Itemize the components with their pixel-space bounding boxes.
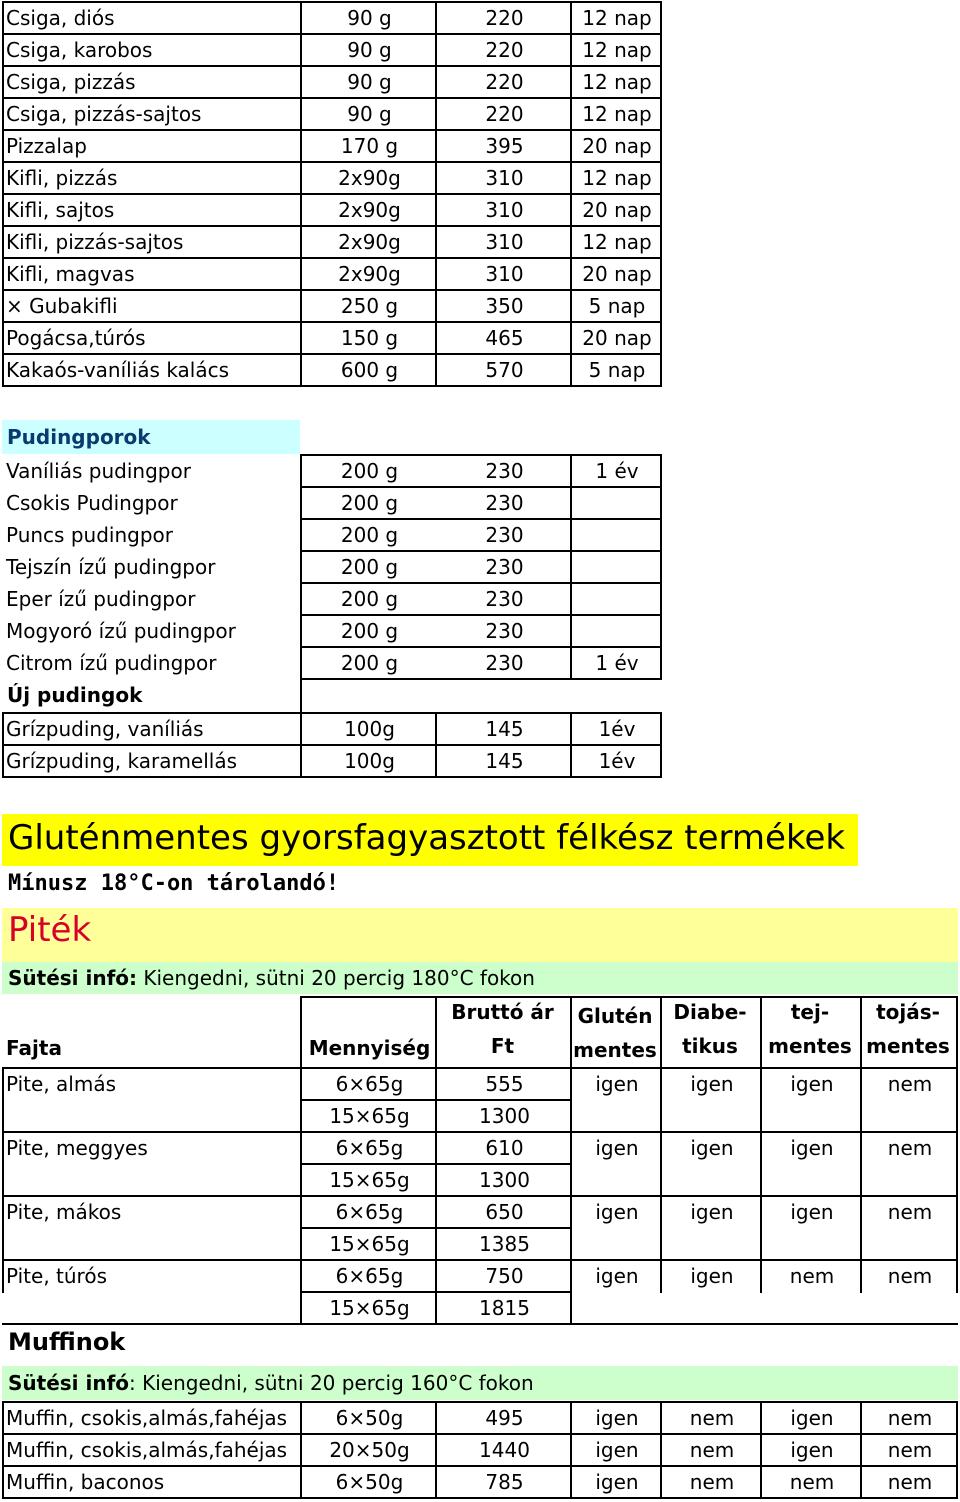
header-diab-1: Diabe- xyxy=(673,1000,747,1024)
table-row xyxy=(2,34,662,66)
product-quantity: 15×65g xyxy=(329,1232,410,1256)
shelf-life xyxy=(572,583,662,615)
dairy-free-value: igen xyxy=(790,1406,834,1430)
diabetic-value xyxy=(662,1292,762,1324)
h-rule xyxy=(2,1323,958,1325)
product-name: Mogyoró ízű pudingpor xyxy=(6,619,236,643)
product-name xyxy=(6,1228,302,1260)
h-rule xyxy=(2,321,662,323)
v-rule xyxy=(660,712,662,778)
v-rule xyxy=(570,996,572,1068)
v-rule xyxy=(300,679,302,713)
table-row xyxy=(2,1164,958,1196)
v-rule xyxy=(2,1067,4,1293)
h-rule xyxy=(2,129,662,131)
product-price: 230 xyxy=(485,459,524,483)
v-rule xyxy=(760,996,762,1068)
product-price: 230 xyxy=(485,651,524,675)
v-rule xyxy=(860,1067,862,1293)
product-price: 230 xyxy=(485,555,524,579)
product-quantity: 200 g xyxy=(340,459,399,483)
egg-free-value xyxy=(862,1164,958,1196)
shelf-life: 12 nap xyxy=(582,102,652,126)
shelf-life: 20 nap xyxy=(582,262,652,286)
product-quantity: 2x90g xyxy=(338,198,401,222)
v-rule xyxy=(300,454,302,680)
product-name: Csiga, pizzás xyxy=(6,70,136,94)
h-rule xyxy=(2,289,662,291)
muffin-heading: Muffinok xyxy=(8,1328,126,1356)
table-row xyxy=(2,1260,958,1292)
v-rule xyxy=(570,1,572,387)
product-price: 1440 xyxy=(479,1438,530,1462)
product-price: 310 xyxy=(485,230,524,254)
table-row xyxy=(2,162,662,194)
product-price: 220 xyxy=(485,6,524,30)
dairy-free-value: igen xyxy=(790,1438,834,1462)
table-row xyxy=(2,551,662,583)
h-rule xyxy=(2,1259,958,1261)
product-name xyxy=(6,1164,302,1196)
gluten-free-value: igen xyxy=(595,1470,639,1494)
h-rule xyxy=(300,518,660,520)
product-quantity: 150 g xyxy=(340,326,399,350)
header-fajta: Fajta xyxy=(6,1036,62,1060)
table-row xyxy=(2,66,662,98)
h-rule xyxy=(2,1,662,3)
header-tej-2: mentes xyxy=(768,1034,852,1058)
egg-free-value: nem xyxy=(887,1264,933,1288)
table-row xyxy=(2,745,662,777)
v-rule xyxy=(956,996,958,1068)
table-row xyxy=(2,130,662,162)
product-name: × Gubakifli xyxy=(6,294,118,318)
egg-free-value: nem xyxy=(887,1470,933,1494)
product-name: Kifli, pizzás-sajtos xyxy=(6,230,184,254)
h-rule xyxy=(2,712,660,714)
header-tej-1: tej- xyxy=(790,1000,830,1024)
gluten-free-value: igen xyxy=(595,1406,639,1430)
product-quantity: 6×65g xyxy=(335,1200,404,1224)
egg-free-value: nem xyxy=(887,1136,933,1160)
shelf-life: 5 nap xyxy=(588,294,646,318)
product-price: 555 xyxy=(485,1072,524,1096)
gluten-free-value: igen xyxy=(595,1438,639,1462)
table-row xyxy=(2,354,662,386)
product-price: 220 xyxy=(485,70,524,94)
shelf-life: 12 nap xyxy=(582,6,652,30)
table-row xyxy=(2,194,662,226)
h-rule xyxy=(2,1131,958,1133)
dairy-free-value xyxy=(762,1228,862,1260)
product-quantity: 200 g xyxy=(340,651,399,675)
h-rule xyxy=(2,1497,958,1499)
table-row xyxy=(2,290,662,322)
egg-free-value xyxy=(862,1292,958,1324)
product-price: 220 xyxy=(485,102,524,126)
product-name: Muffin, csokis,almás,fahéjas xyxy=(6,1406,288,1430)
header-gluten-1: Glutén xyxy=(577,1004,653,1028)
product-price: 785 xyxy=(485,1470,524,1494)
v-rule xyxy=(435,996,437,1068)
v-rule xyxy=(435,1401,437,1499)
table-row xyxy=(2,1068,958,1100)
product-name: Citrom ízű pudingpor xyxy=(6,651,217,675)
product-quantity: 90 g xyxy=(347,70,392,94)
diabetic-value: igen xyxy=(690,1136,734,1160)
h-rule xyxy=(2,1465,958,1467)
product-name: Pite, túrós xyxy=(6,1264,107,1288)
product-quantity: 200 g xyxy=(340,619,399,643)
dairy-free-value xyxy=(762,1164,862,1196)
v-rule xyxy=(660,996,662,1068)
product-price: 495 xyxy=(485,1406,524,1430)
dairy-free-value: nem xyxy=(789,1264,835,1288)
table-row xyxy=(2,1132,958,1164)
shelf-life: 12 nap xyxy=(582,38,652,62)
pitek-heading-band xyxy=(2,908,958,962)
pitek-info-text: Kiengedni, sütni 20 percig 180°C fokon xyxy=(137,966,535,990)
product-quantity: 2x90g xyxy=(338,262,401,286)
v-rule xyxy=(435,1067,437,1325)
v-rule xyxy=(660,1401,662,1499)
shelf-life: 1év xyxy=(598,749,636,773)
header-brutto-1: Bruttó ár xyxy=(451,1000,554,1024)
product-price: 750 xyxy=(485,1264,524,1288)
v-rule xyxy=(956,1401,958,1499)
gluten-free-title: Gluténmentes gyorsfagyasztott félkész termékek xyxy=(8,818,846,858)
shelf-life: 1év xyxy=(598,717,636,741)
muffin-info-label: Sütési infó xyxy=(8,1371,130,1395)
product-name: Pite, meggyes xyxy=(6,1136,148,1160)
pitek-heading: Piték xyxy=(8,910,92,950)
h-rule xyxy=(300,582,660,584)
product-quantity: 200 g xyxy=(340,555,399,579)
table-row xyxy=(2,258,662,290)
dairy-free-value: igen xyxy=(790,1072,834,1096)
h-rule xyxy=(2,161,662,163)
product-name: Csiga, diós xyxy=(6,6,115,30)
header-tojas-2: mentes xyxy=(866,1034,950,1058)
pitek-info-label: Sütési infó: xyxy=(8,966,138,990)
v-rule xyxy=(660,1067,662,1293)
h-rule xyxy=(300,646,660,648)
product-quantity: 15×65g xyxy=(329,1104,410,1128)
product-price: 230 xyxy=(485,523,524,547)
v-rule xyxy=(760,1401,762,1499)
product-quantity: 200 g xyxy=(340,491,399,515)
product-quantity: 90 g xyxy=(347,6,392,30)
gluten-free-value xyxy=(572,1292,662,1324)
shelf-life xyxy=(572,551,662,583)
product-name: Pite, almás xyxy=(6,1072,117,1096)
product-quantity: 15×65g xyxy=(329,1168,410,1192)
product-name: Vaníliás pudingpor xyxy=(6,459,191,483)
v-rule xyxy=(570,1067,572,1325)
table-row xyxy=(2,1100,958,1132)
table-row xyxy=(2,647,662,679)
product-quantity: 15×65g xyxy=(329,1296,410,1320)
product-price: 570 xyxy=(485,358,524,382)
product-quantity: 100g xyxy=(344,717,395,741)
product-price: 310 xyxy=(485,166,524,190)
h-rule xyxy=(2,257,662,259)
header-mennyiseg: Mennyiség xyxy=(308,1036,431,1060)
diabetic-value: igen xyxy=(690,1200,734,1224)
table-row xyxy=(2,1292,958,1324)
h-rule xyxy=(2,193,662,195)
dairy-free-value: nem xyxy=(789,1470,835,1494)
table-row xyxy=(2,1402,958,1434)
dairy-free-value xyxy=(762,1292,862,1324)
dairy-free-value xyxy=(762,1100,862,1132)
v-rule xyxy=(570,1401,572,1499)
product-name: Kifli, pizzás xyxy=(6,166,118,190)
product-quantity: 2x90g xyxy=(338,166,401,190)
egg-free-value: nem xyxy=(887,1406,933,1430)
gluten-free-value xyxy=(572,1164,662,1196)
gluten-free-value: igen xyxy=(595,1264,639,1288)
product-quantity: 600 g xyxy=(340,358,399,382)
table-row xyxy=(2,455,662,487)
v-rule xyxy=(300,1401,302,1499)
header-tojas-1: tojás- xyxy=(876,1000,940,1024)
h-rule xyxy=(2,225,662,227)
shelf-life: 20 nap xyxy=(582,326,652,350)
product-quantity: 100g xyxy=(344,749,395,773)
gluten-free-value xyxy=(572,1100,662,1132)
product-name: Grízpuding, karamellás xyxy=(6,749,238,773)
egg-free-value: nem xyxy=(887,1438,933,1462)
product-name xyxy=(6,1292,302,1324)
egg-free-value xyxy=(862,1100,958,1132)
product-name: Eper ízű pudingpor xyxy=(6,587,196,611)
product-name: Csiga, pizzás-sajtos xyxy=(6,102,202,126)
product-price: 395 xyxy=(485,134,524,158)
v-rule xyxy=(2,1,4,387)
v-rule xyxy=(570,454,572,680)
diabetic-value: nem xyxy=(689,1470,735,1494)
h-rule xyxy=(300,614,660,616)
diabetic-value: nem xyxy=(689,1438,735,1462)
egg-free-value: nem xyxy=(887,1200,933,1224)
h-rule xyxy=(2,1401,958,1403)
pitek-info xyxy=(8,962,535,994)
h-rule xyxy=(2,385,662,387)
product-name: Pizzalap xyxy=(6,134,87,158)
diabetic-value xyxy=(662,1164,762,1196)
product-name: Kifli, magvas xyxy=(6,262,135,286)
v-rule xyxy=(660,454,662,680)
dairy-free-value: igen xyxy=(790,1136,834,1160)
pudding-heading: Pudingporok xyxy=(7,425,151,449)
product-name: Kifli, sajtos xyxy=(6,198,115,222)
product-quantity: 6×65g xyxy=(335,1072,404,1096)
v-rule xyxy=(570,712,572,778)
product-price: 465 xyxy=(485,326,524,350)
v-rule xyxy=(860,1401,862,1499)
v-rule xyxy=(435,712,437,778)
v-rule xyxy=(660,1,662,387)
product-quantity: 200 g xyxy=(340,523,399,547)
product-name: Pogácsa,túrós xyxy=(6,326,146,350)
h-rule xyxy=(300,486,660,488)
h-rule xyxy=(2,65,662,67)
diabetic-value: nem xyxy=(689,1406,735,1430)
product-name: Pite, mákos xyxy=(6,1200,122,1224)
v-rule xyxy=(435,1,437,387)
table-row xyxy=(2,322,662,354)
h-rule xyxy=(2,744,660,746)
product-quantity: 250 g xyxy=(340,294,399,318)
shelf-life xyxy=(572,519,662,551)
h-rule xyxy=(300,550,660,552)
v-rule xyxy=(2,1401,4,1499)
shelf-life: 20 nap xyxy=(582,198,652,222)
muffin-info xyxy=(8,1367,534,1399)
h-rule xyxy=(2,776,660,778)
h-rule xyxy=(2,97,662,99)
product-price: 230 xyxy=(485,587,524,611)
product-name xyxy=(6,1100,302,1132)
new-pudding-heading: Új pudingok xyxy=(7,683,143,707)
table-row xyxy=(2,583,662,615)
product-price: 230 xyxy=(485,491,524,515)
table-row xyxy=(2,1434,958,1466)
table-row xyxy=(2,1228,958,1260)
v-rule xyxy=(2,712,4,778)
gluten-free-value: igen xyxy=(595,1136,639,1160)
header-gluten-2: mentes xyxy=(573,1038,657,1062)
product-name: Kakaós-vaníliás kalács xyxy=(6,358,230,382)
shelf-life: 1 év xyxy=(595,459,639,483)
product-price: 220 xyxy=(485,38,524,62)
egg-free-value xyxy=(862,1228,958,1260)
product-price: 350 xyxy=(485,294,524,318)
table-row xyxy=(2,226,662,258)
storage-note: Mínusz 18°C-on tárolandó! xyxy=(8,871,340,896)
h-rule xyxy=(2,1195,958,1197)
product-name: Muffin, baconos xyxy=(6,1470,165,1494)
diabetic-value xyxy=(662,1100,762,1132)
product-name: Muffin, csokis,almás,fahéjas xyxy=(6,1438,288,1462)
table-row xyxy=(2,487,662,519)
table-row xyxy=(2,2,662,34)
header-brutto-2: Ft xyxy=(490,1034,515,1058)
v-rule xyxy=(300,996,302,1068)
v-rule xyxy=(860,996,862,1068)
h-rule xyxy=(2,353,662,355)
product-price: 650 xyxy=(485,1200,524,1224)
h-rule xyxy=(300,678,660,680)
product-quantity: 6×50g xyxy=(335,1406,404,1430)
product-quantity: 6×65g xyxy=(335,1136,404,1160)
product-quantity: 90 g xyxy=(347,102,392,126)
product-price: 1385 xyxy=(479,1232,530,1256)
product-quantity: 90 g xyxy=(347,38,392,62)
table-row xyxy=(2,615,662,647)
product-quantity: 20×50g xyxy=(329,1438,410,1462)
product-price: 1300 xyxy=(479,1168,530,1192)
product-price: 230 xyxy=(485,619,524,643)
shelf-life xyxy=(572,487,662,519)
product-price: 145 xyxy=(485,749,524,773)
diabetic-value: igen xyxy=(690,1072,734,1096)
v-rule xyxy=(300,1,302,387)
product-name: Csokis Pudingpor xyxy=(6,491,178,515)
table-row xyxy=(2,1196,958,1228)
product-quantity: 200 g xyxy=(340,587,399,611)
shelf-life: 12 nap xyxy=(582,166,652,190)
egg-free-value: nem xyxy=(887,1072,933,1096)
shelf-life: 5 nap xyxy=(588,358,646,382)
product-quantity: 6×65g xyxy=(335,1264,404,1288)
h-rule xyxy=(2,1433,958,1435)
shelf-life: 12 nap xyxy=(582,70,652,94)
product-quantity: 2x90g xyxy=(338,230,401,254)
v-rule xyxy=(300,1067,302,1325)
product-quantity: 6×50g xyxy=(335,1470,404,1494)
product-price: 1815 xyxy=(479,1296,530,1320)
shelf-life: 12 nap xyxy=(582,230,652,254)
h-rule xyxy=(2,1067,958,1069)
product-quantity: 170 g xyxy=(340,134,399,158)
product-price: 310 xyxy=(485,198,524,222)
muffin-info-text: : Kiengedni, sütni 20 percig 160°C fokon xyxy=(129,1371,534,1395)
shelf-life: 1 év xyxy=(595,651,639,675)
shelf-life: 20 nap xyxy=(582,134,652,158)
shelf-life xyxy=(572,615,662,647)
product-price: 145 xyxy=(485,717,524,741)
v-rule xyxy=(760,1067,762,1293)
h-rule xyxy=(300,454,660,456)
diabetic-value xyxy=(662,1228,762,1260)
table-row xyxy=(2,1466,958,1498)
v-rule xyxy=(300,712,302,778)
h-rule xyxy=(2,33,662,35)
table-row xyxy=(2,713,662,745)
table-row xyxy=(2,98,662,130)
table-row xyxy=(2,519,662,551)
gluten-free-value: igen xyxy=(595,1072,639,1096)
header-diab-2: tikus xyxy=(682,1034,738,1058)
v-rule xyxy=(956,1067,958,1293)
gluten-free-value: igen xyxy=(595,1200,639,1224)
dairy-free-value: igen xyxy=(790,1200,834,1224)
product-price: 610 xyxy=(485,1136,524,1160)
gluten-free-value xyxy=(572,1228,662,1260)
product-name: Puncs pudingpor xyxy=(6,523,173,547)
product-name: Tejszín ízű pudingpor xyxy=(6,555,216,579)
diabetic-value: igen xyxy=(690,1264,734,1288)
product-price: 310 xyxy=(485,262,524,286)
product-name: Grízpuding, vaníliás xyxy=(6,717,204,741)
product-price: 1300 xyxy=(479,1104,530,1128)
product-name: Csiga, karobos xyxy=(6,38,153,62)
